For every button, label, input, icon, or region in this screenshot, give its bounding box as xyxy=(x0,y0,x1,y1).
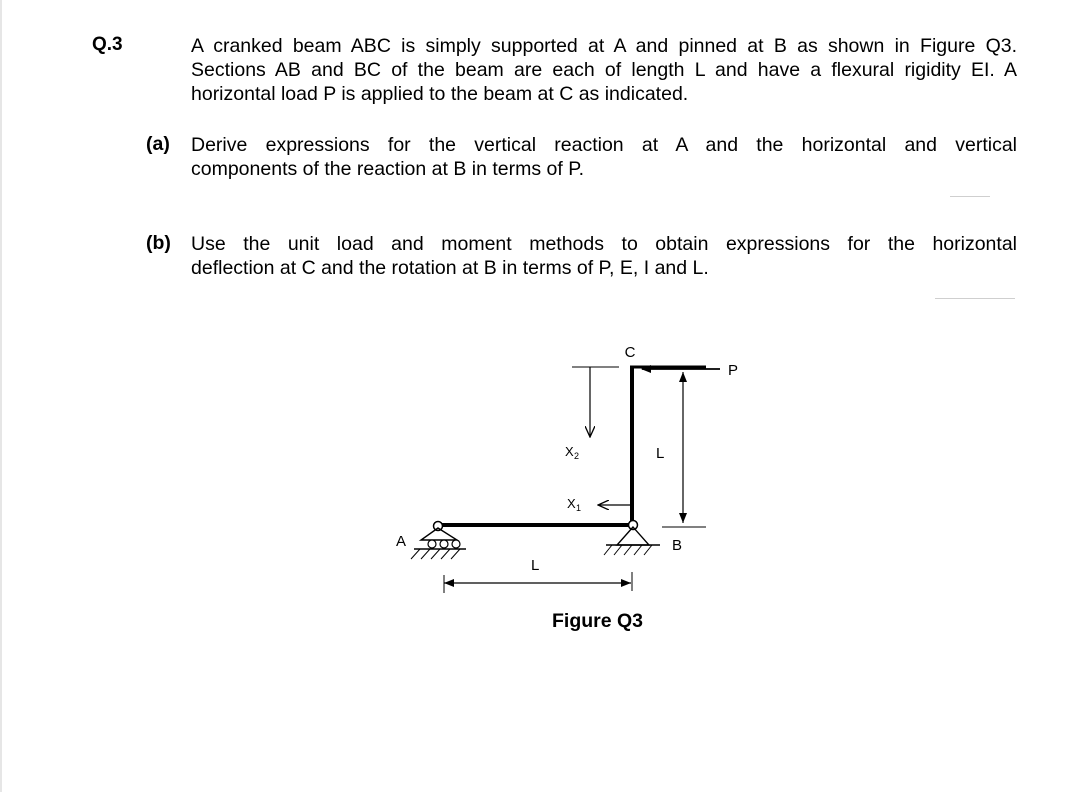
part-b-label: (b) xyxy=(146,232,171,254)
roller-a-wheel xyxy=(440,540,448,548)
roller-a-wheel xyxy=(428,540,436,548)
figure-caption: Figure Q3 xyxy=(552,610,644,632)
part-a-label: (a) xyxy=(146,133,170,155)
label-p: P xyxy=(728,362,739,379)
label-x1: X xyxy=(567,496,576,511)
dimension-arrow-right xyxy=(621,579,631,587)
label-l-horizontal: L xyxy=(531,557,540,574)
label-x2: X xyxy=(565,444,574,459)
part-a-line: Derive expressions for the vertical reaction at A and the horizontal and vertical xyxy=(191,134,1017,156)
pin-b-hinge xyxy=(629,521,638,530)
question-number: Q.3 xyxy=(92,34,123,55)
intro-line: Sections AB and BC of the beam are each of length L and have a flexural rigidity EI. A xyxy=(191,59,1017,81)
dimension-arrow-top xyxy=(679,372,687,382)
label-x1-subscript: 1 xyxy=(576,503,582,513)
intro-line: A cranked beam ABC is simply supported at A and pinned at B as shown in Figure Q3. xyxy=(191,35,1017,57)
dimension-arrow-bottom xyxy=(679,513,687,523)
part-b-line: deflection at C and the rotation at B in terms of P, E, I and L. xyxy=(191,257,709,279)
roller-a-hinge xyxy=(434,522,443,531)
intro-line: horizontal load P is applied to the beam at C as indicated. xyxy=(191,83,689,105)
part-a-line: components of the reaction at B in terms of P. xyxy=(191,158,585,180)
label-x2-subscript: 2 xyxy=(574,451,580,461)
pin-b-hatch xyxy=(604,545,652,555)
roller-a-wheel xyxy=(452,540,460,548)
part-b-line: Use the unit load and moment methods to obtain expressions for the horizontal xyxy=(191,233,1017,255)
label-b: B xyxy=(672,537,683,554)
dimension-arrow-left xyxy=(444,579,454,587)
label-l-vertical: L xyxy=(656,445,665,462)
label-c: C xyxy=(624,344,636,361)
label-a: A xyxy=(396,533,407,550)
roller-a-hatch xyxy=(411,549,460,559)
